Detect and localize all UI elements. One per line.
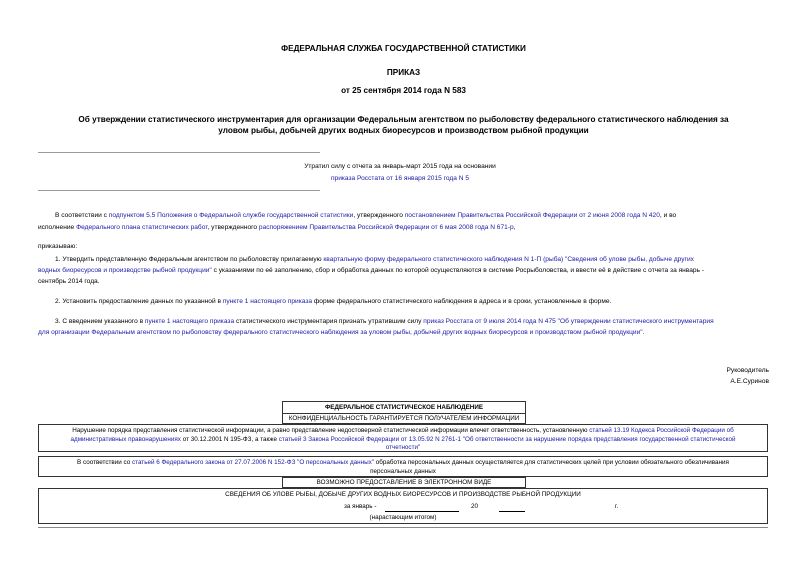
cumulative-note: (нарастающим итогом)	[369, 514, 437, 521]
item-ref-link[interactable]: пункте 1 настоящего приказа	[144, 318, 235, 325]
form-link[interactable]: водных биоресурсов и производстве рыбной продукции"	[38, 267, 212, 274]
item2	[55, 296, 770, 307]
law-link[interactable]: статьей 3 Закона Российской Федерации от 13.05.92 N 2761-1 "Об ответственности за нарушение порядка представления государственной статистической	[278, 435, 736, 443]
period-label: за январь -	[344, 503, 377, 510]
item3-line2	[38, 327, 770, 338]
status-text: Утратил силу с отчета за январь-март 2015 года на основании	[304, 163, 496, 170]
year-prefix: 20	[471, 503, 479, 510]
year-suffix: г.	[615, 503, 619, 510]
text-fragment: Нарушение порядка представления статистической информации, а равно представление недостоверной статистической информации влечет ответственность, установленную	[72, 427, 590, 434]
doc-title-line1: Об утверждении статистического инструментария для организации Федеральным агентством по рыболовству федерального статистического наблюдения за	[78, 115, 729, 124]
law-link[interactable]: статьей 6 Федерального закона от 27.07.2006 N 152-ФЗ "О персональных данных"	[131, 459, 375, 466]
preamble-link[interactable]: постановлением Правительства Российской Федерации от 2 июня 2008 года N 420	[404, 212, 660, 219]
confidential-box	[282, 413, 526, 424]
preamble-link[interactable]: подпунктом 5.5 Положения о Федеральной службе государственной статистики	[108, 212, 354, 219]
preamble-link[interactable]: Федерального плана статистических работ	[76, 224, 208, 231]
item1-line2	[38, 265, 770, 276]
law-link[interactable]: статьей 13.19 Кодекса Российской Федерации об	[589, 427, 734, 434]
report-title-box	[38, 488, 768, 524]
item-ref-link[interactable]: пункте 1 настоящего приказа	[222, 298, 313, 305]
preamble-line2	[38, 222, 768, 233]
item3-line1	[55, 316, 770, 327]
personal-data-box	[38, 456, 768, 477]
text-fragment: , и во	[659, 212, 677, 219]
form-header: ФЕДЕРАЛЬНОЕ СТАТИСТИЧЕСКОЕ НАБЛЮДЕНИЕ	[324, 404, 484, 411]
divider	[38, 152, 320, 153]
text-fragment: 1. Утвердить представленную Федеральным агентством по рыболовству прилагаемую	[55, 256, 324, 263]
text-fragment: статистического инструментария признать утратившим силу	[234, 318, 424, 325]
electronic-box	[282, 477, 526, 488]
text-fragment: персональных данных	[370, 468, 436, 475]
text-fragment: форме федерального статистического наблюдения в адреса и в сроки, установленные в форме.	[312, 298, 612, 305]
divider	[38, 527, 768, 528]
month-underline[interactable]	[385, 511, 459, 512]
form-link[interactable]: квартальную форму федерального статистического наблюдения N 1-П (рыба) "Сведения об улове рыбы, добыче других	[323, 256, 694, 263]
text-fragment: исполнение	[38, 224, 77, 231]
text-fragment: В соответствии со	[77, 459, 132, 466]
item1-line1	[55, 254, 770, 265]
repealed-order-link[interactable]: для организации Федеральным агентством по рыболовству федерального статистического наблюдения за уловом рыбы, добычей других водных биоресурсов и производством рыбной продукции"	[38, 329, 643, 336]
agency-title: ФЕДЕРАЛЬНАЯ СЛУЖБА ГОСУДАРСТВЕННОЙ СТАТИСТИКИ	[281, 44, 526, 53]
text-fragment: 2. Установить предоставление данных по указанной в	[55, 298, 223, 305]
text-fragment: ,	[513, 224, 516, 231]
text-fragment: от 30.12.2001 N 195-ФЗ, а также	[180, 435, 279, 443]
repealed-order-link[interactable]: приказ Росстата от 9 июля 2014 года N 475 "Об утверждении статистического инструментария	[423, 318, 714, 325]
text-fragment: В соответствии с	[55, 212, 109, 219]
confidential-notice: КОНФИДЕНЦИАЛЬНОСТЬ ГАРАНТИРУЕТСЯ ПОЛУЧАТЕЛЕМ ИНФОРМАЦИИ	[288, 415, 520, 422]
report-title: СВЕДЕНИЯ ОБ УЛОВЕ РЫБЫ, ДОБЫЧЕ ДРУГИХ ВОДНЫХ БИОРЕСУРСОВ И ПРОИЗВОДСТВЕ РЫБНОЙ ПРОДУКЦИИ	[225, 491, 581, 498]
doc-date-number: от 25 сентября 2014 года N 583	[341, 86, 466, 95]
signature-role: Руководитель	[726, 367, 769, 374]
text-fragment: с указаниями по её заполнению, сбор и обработка данных по которой осуществляются в системе Росрыболовства, и ввести её в действие с отчета за январь -	[211, 267, 705, 274]
item1-line3: сентябрь 2014 года.	[38, 278, 100, 285]
doc-type: ПРИКАЗ	[386, 68, 421, 77]
signature-name: А.Е.Суринов	[730, 378, 769, 385]
year-underline[interactable]	[499, 511, 525, 512]
order-word: приказываю:	[38, 243, 78, 250]
status-link[interactable]: приказа Росстата от 16 января 2015 года N 5	[330, 175, 470, 182]
law-link[interactable]: административных правонарушениях	[70, 435, 181, 443]
text-fragment: обработка персональных данных осуществляется для статистических целей при условии обязательного обезличивания	[374, 459, 729, 466]
text-fragment: 3. С введением указанного в	[55, 318, 145, 325]
text-fragment: , утвержденного	[353, 212, 405, 219]
preamble-link[interactable]: распоряжением Правительства Российской Федерации от 6 мая 2008 года N 671-р	[258, 224, 514, 231]
electronic-notice: ВОЗМОЖНО ПРЕДОСТАВЛЕНИЕ В ЭЛЕКТРОННОМ ВИДЕ	[316, 479, 492, 486]
violation-box	[38, 424, 768, 452]
text-fragment: , утвержденного	[207, 224, 259, 231]
preamble-line1	[55, 210, 770, 221]
text-fragment: .	[642, 329, 645, 336]
law-link[interactable]: отчетности"	[385, 444, 421, 451]
divider	[38, 190, 320, 191]
doc-title-line2: уловом рыбы, добычей других водных биоресурсов и производством рыбной продукции	[218, 126, 589, 135]
